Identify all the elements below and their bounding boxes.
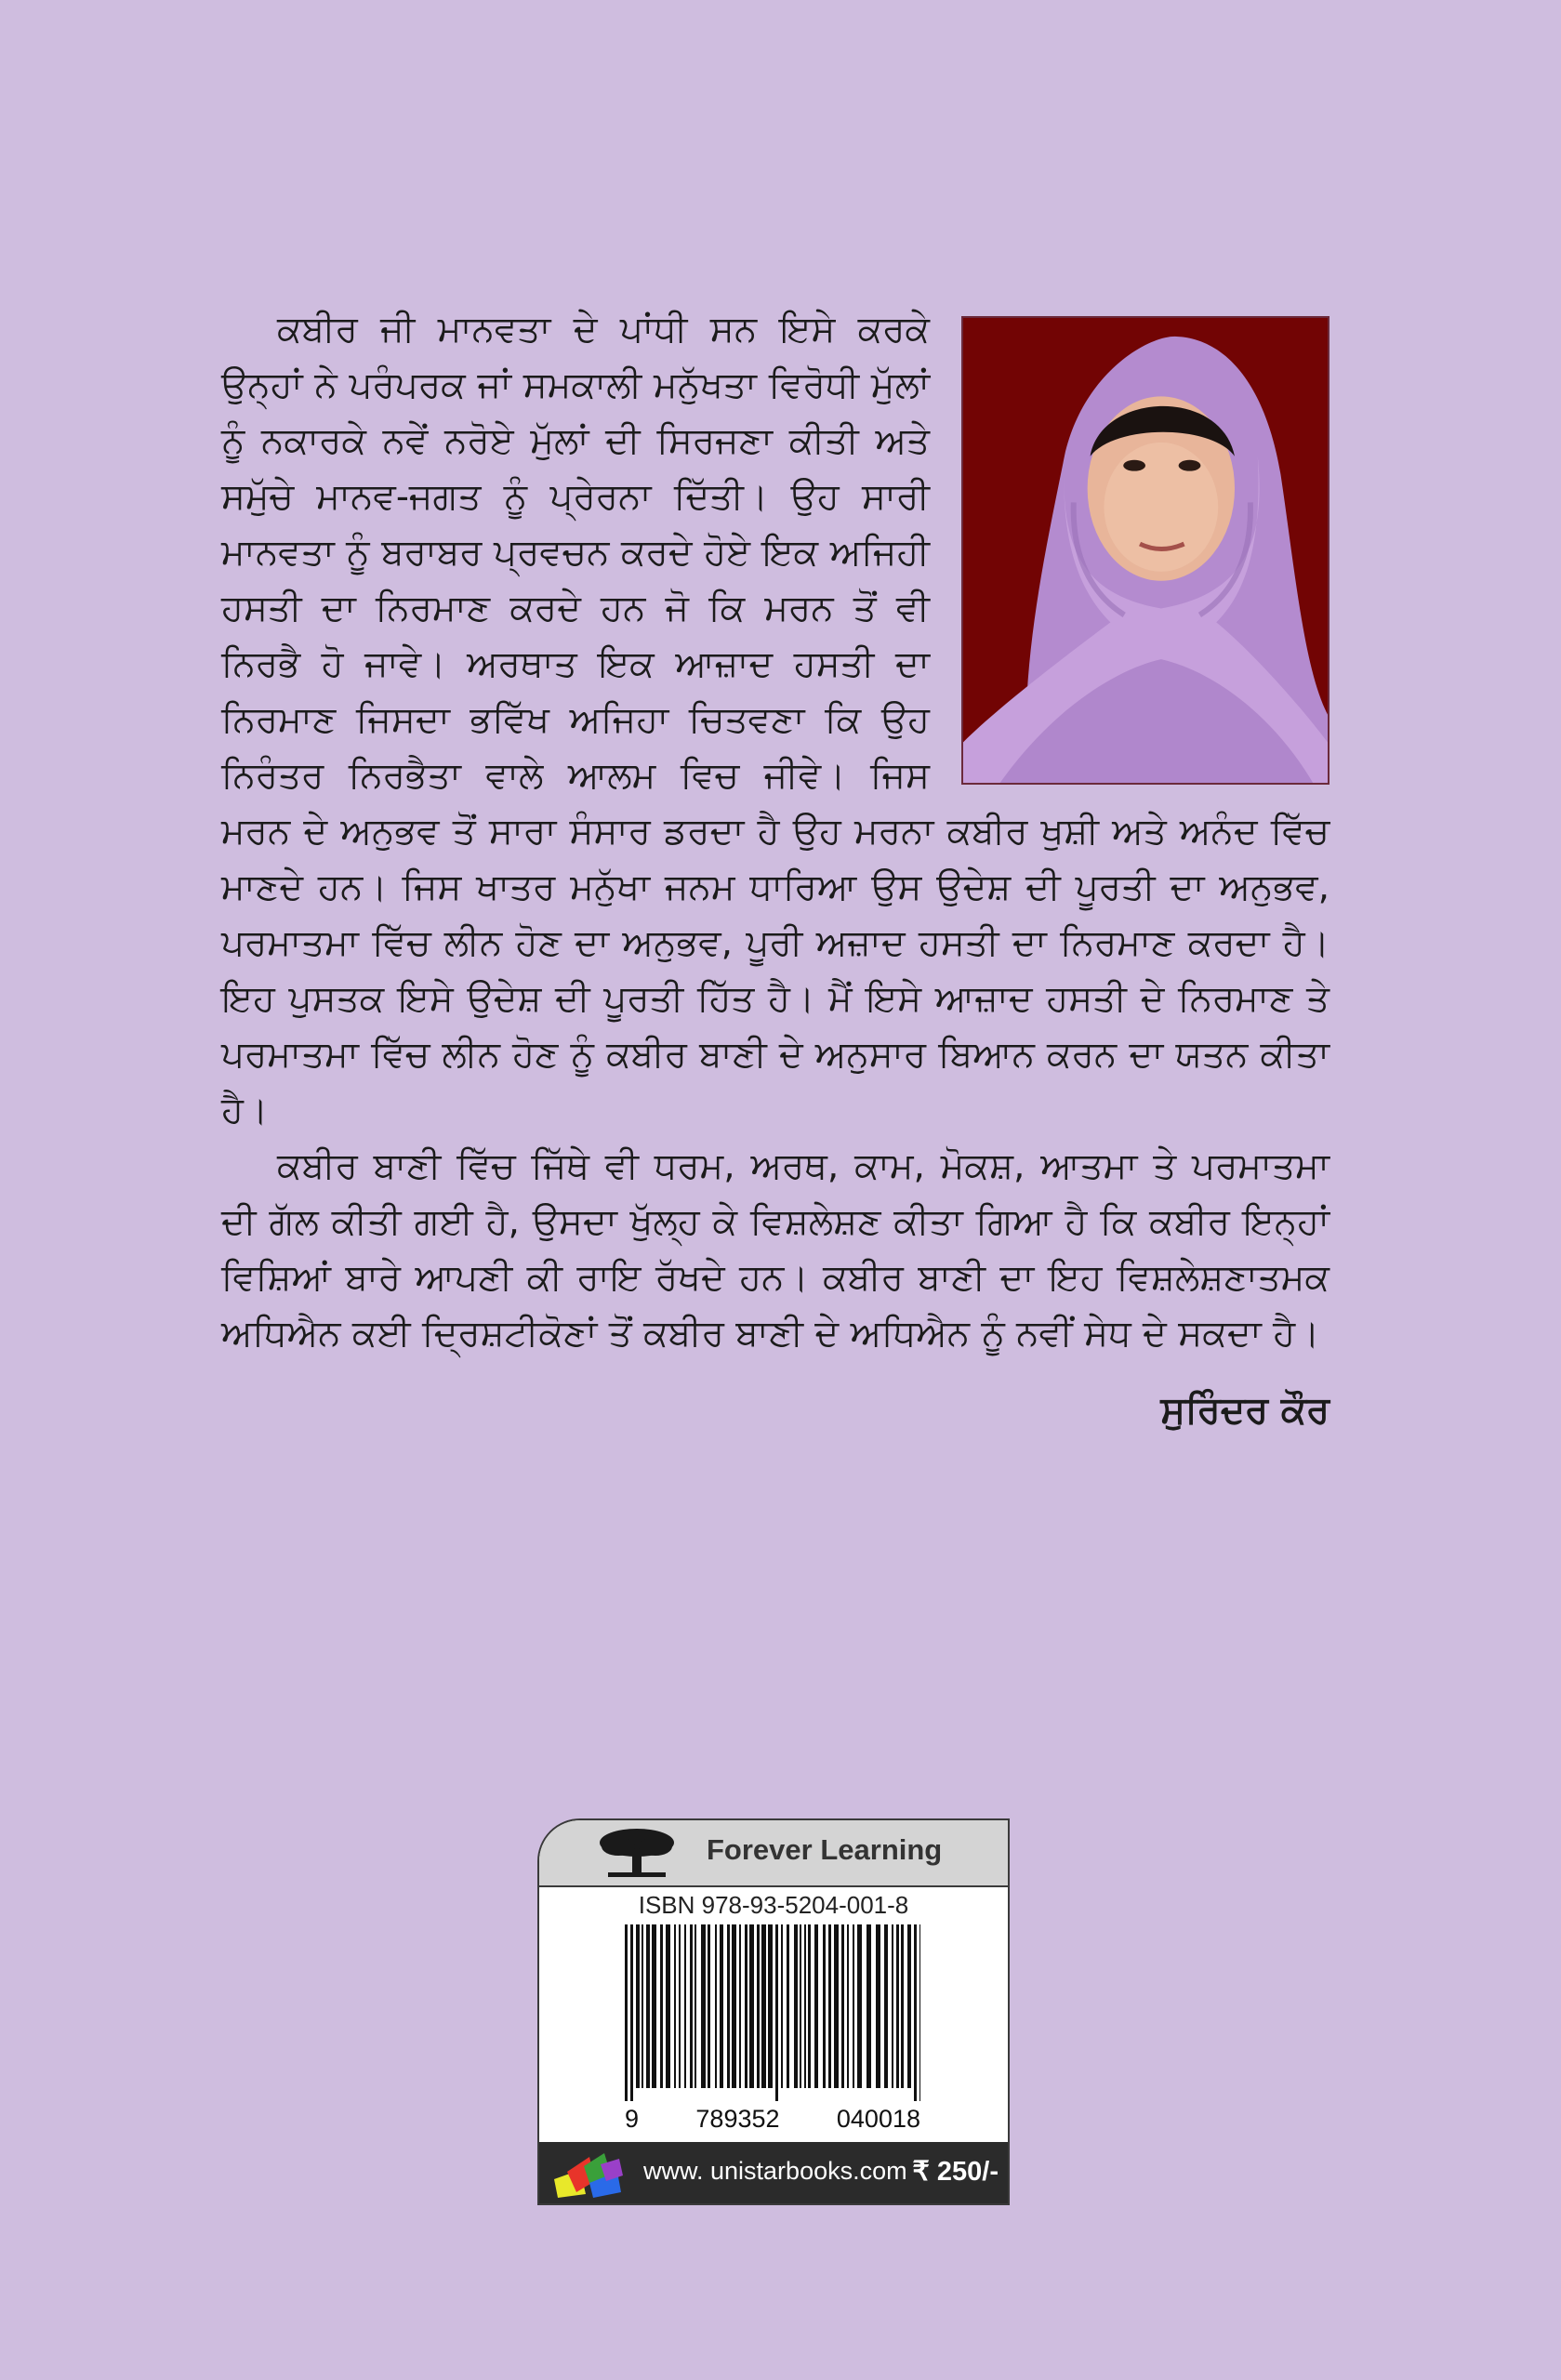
- barcode-bar: [896, 1924, 899, 2088]
- barcode-bar: [794, 1924, 798, 2088]
- barcode-bar: [834, 1924, 839, 2088]
- barcode-bar: [660, 1924, 663, 2088]
- barcode-bar: [800, 1924, 801, 2088]
- barcode-panel: [537, 1818, 1010, 2205]
- barcode-bar: [847, 1924, 849, 2088]
- barcode-bar: [866, 1924, 871, 2088]
- barcode-bar: [684, 1924, 686, 2088]
- barcode-header: [539, 1820, 1008, 1887]
- barcode-bar: [701, 1924, 706, 2088]
- barcode-bar: [768, 1924, 773, 2088]
- author-name: ਸੁਰਿੰਦਰ ਕੌਰ: [1160, 1389, 1329, 1432]
- barcode-bar: [745, 1924, 747, 2088]
- barcode-bar: [919, 1924, 920, 2101]
- publisher-tagline: Forever Learning: [707, 1833, 943, 1866]
- barcode-bar: [690, 1924, 693, 2088]
- barcode-bar: [804, 1924, 806, 2088]
- barcode-bar: [646, 1924, 650, 2088]
- barcode-bar: [901, 1924, 904, 2088]
- barcode-bar: [876, 1924, 880, 2088]
- barcode-bar: [708, 1924, 710, 2088]
- barcode-bar: [666, 1924, 670, 2088]
- barcode-bar: [781, 1924, 783, 2088]
- barcode-bar: [823, 1924, 826, 2088]
- books-icon: [549, 2148, 625, 2200]
- barcode-bar: [695, 1924, 696, 2088]
- barcode-bar: [808, 1924, 811, 2088]
- barcode-bar: [636, 1924, 640, 2088]
- barcode-bar: [732, 1924, 736, 2088]
- book-price: ₹ 250/-: [912, 2157, 999, 2187]
- barcode-bar: [775, 1924, 778, 2101]
- author-photo: [961, 316, 1329, 785]
- barcode-bar: [739, 1924, 741, 2088]
- barcode-bar: [625, 1924, 628, 2101]
- barcode-bar: [787, 1924, 789, 2088]
- blurb-paragraph-1: ਕਬੀਰ ਜੀ ਮਾਨਵਤਾ ਦੇ ਪਾਂਧੀ ਸਨ ਇਸੇ ਕਰਕੇ ਉਨ੍ਹਾਂ ਨੇ ਪਰੰਪਰਕ ਜਾਂ ਸਮਕਾਲੀ ਮਨੁੱਖਤਾ ਵਿਰੋਧੀ ਮੁੱਲਾਂ ਨੂੰ ਨਕਾਰਕੇ ਨਵੇਂ ਨਰੋਏ ਮੁੱਲਾਂ ਦੀ ਸਿਰਜਣਾ ਕੀਤੀ ਅਤੇ ਸਮੁੱਚੇ ਮਾਨਵ-ਜਗਤ ਨੂੰ ਪ੍ਰੇਰਨਾ ਦਿੱਤੀ। ਉਹ ਸਾਰੀ ਮਾਨਵਤਾ ਨੂੰ ਬਰਾਬਰ ਪ੍ਰਵਚਨ ਕਰਦੇ ਹੋਏ ਇਕ ਅਜਿਹੀ ਹਸਤੀ ਦਾ ਨਿਰਮਾਣ ਕਰਦੇ ਹਨ ਜੋ ਕਿ ਮਰਨ ਤੋਂ ਵੀ ਨਿਰਭੈ ਹੋ ਜਾਵੇ। ਅਰਥਾਤ ਇਕ ਆਜ਼ਾਦ ਹਸਤੀ ਦਾ ਨਿਰਮਾਣ ਜਿਸਦਾ ਭਵਿੱਖ ਅਜਿਹਾ ਚਿਤਵਣਾ ਕਿ ਉਹ ਨਿਰੰਤਰ ਨਿਰਭੈਤਾ ਵਾਲੇ ਆਲਮ ਵਿਚ ਜੀਵੇ। ਜਿਸ ਮਰਨ ਦੇ ਅਨੁਭਵ ਤੋਂ ਸਾਰਾ ਸੰਸਾਰ ਡਰਦਾ ਹੈ ਉਹ ਮਰਨਾ ਕਬੀਰ ਖੁਸ਼ੀ ਅਤੇ ਅਨੰਦ ਵਿੱਚ ਮਾਣਦੇ ਹਨ। ਜਿਸ ਖਾਤਰ ਮਨੁੱਖਾ ਜਨਮ ਧਾਰਿਆ ਉਸ ਉਦੇਸ਼ ਦੀ ਪੂਰਤੀ ਦਾ ਅਨੁਭਵ, ਪਰਮਾਤਮਾ ਵਿੱਚ ਲੀਨ ਹੋਣ ਦਾ ਅਨੁਭਵ, ਪੂਰੀ ਅਜ਼ਾਦ ਹਸਤੀ ਦਾ ਨਿਰਮਾਣ ਕਰਦਾ ਹੈ। ਇਹ ਪੁਸਤਕ ਇਸੇ ਉਦੇਸ਼ ਦੀ ਪੂਰਤੀ ਹਿੱਤ ਹੈ। ਮੈਂ ਇਸੇ ਆਜ਼ਾਦ ਹਸਤੀ ਦੇ ਨਿਰਮਾਣ ਤੇ ਪਰਮਾਤਮਾ ਵਿੱਚ ਲੀਨ ਹੋਣ ਨੂੰ ਕਬੀਰ ਬਾਣੀ ਦੇ ਅਨੁਸਾਰ ਬਿਆਨ ਕਰਨ ਦਾ ਯਤਨ ਕੀਤਾ ਹੈ।: [221, 309, 1329, 1131]
- barcode-bars: [625, 1924, 920, 2101]
- barcode-bar: [907, 1924, 911, 2088]
- barcode-bar: [914, 1924, 917, 2101]
- barcode-bar: [757, 1924, 760, 2088]
- isbn-number: ISBN 978-93-5204-001-8: [638, 1891, 909, 1919]
- barcode-footer: [539, 2142, 1008, 2203]
- barcode-bar: [642, 1924, 643, 2088]
- barcode-bar: [828, 1924, 831, 2088]
- blurb-paragraph-2: ਕਬੀਰ ਬਾਣੀ ਵਿੱਚ ਜਿੱਥੇ ਵੀ ਧਰਮ, ਅਰਥ, ਕਾਮ, ਮੋਕਸ਼, ਆਤਮਾ ਤੇ ਪਰਮਾਤਮਾ ਦੀ ਗੱਲ ਕੀਤੀ ਗਈ ਹੈ, ਉਸਦਾ ਖੁੱਲ੍ਹ ਕੇ ਵਿਸ਼ਲੇਸ਼ਣ ਕੀਤਾ ਗਿਆ ਹੈ ਕਿ ਕਬੀਰ ਇਨ੍ਹਾਂ ਵਿਸ਼ਿਆਂ ਬਾਰੇ ਆਪਣੀ ਕੀ ਰਾਇ ਰੱਖਦੇ ਹਨ। ਕਬੀਰ ਬਾਣੀ ਦਾ ਇਹ ਵਿਸ਼ਲੇਸ਼ਣਾਤਮਕ ਅਧਿਐਨ ਕਈ ਦ੍ਰਿਸ਼ਟੀਕੋਣਾਂ ਤੋਂ ਕਬੀਰ ਬਾਣੀ ਦੇ ਅਧਿਐਨ ਨੂੰ ਨਵੀਂ ਸੇਧ ਦੇ ਸਕਦਾ ਹੈ।: [221, 1145, 1329, 1355]
- barcode-bar: [857, 1924, 862, 2088]
- barcode-bar: [679, 1924, 681, 2088]
- barcode-bar: [884, 1924, 888, 2088]
- barcode-bar: [749, 1924, 754, 2088]
- barcode-bar: [853, 1924, 854, 2088]
- barcode-bar: [720, 1924, 723, 2088]
- barcode-bar: [715, 1924, 717, 2088]
- barcode-bar: [727, 1924, 730, 2088]
- barcode-digits: [625, 2105, 920, 2134]
- barcode-bar: [674, 1924, 676, 2088]
- barcode-bar: [841, 1924, 844, 2088]
- barcode-bar: [652, 1924, 656, 2088]
- blurb-text: [221, 302, 1329, 1438]
- barcode-digits-right: 040018: [836, 2105, 920, 2133]
- barcode-digit-lead: 9: [625, 2105, 640, 2133]
- barcode-bar: [814, 1924, 818, 2088]
- barcode-digits-left: 789352: [695, 2105, 780, 2133]
- barcode-bar: [892, 1924, 893, 2088]
- publisher-website: www. unistarbooks.com: [643, 2157, 907, 2185]
- tree-icon: [595, 1826, 679, 1880]
- author-portrait-image: [963, 318, 1328, 783]
- barcode-bar: [630, 1924, 633, 2101]
- barcode-bar: [761, 1924, 766, 2088]
